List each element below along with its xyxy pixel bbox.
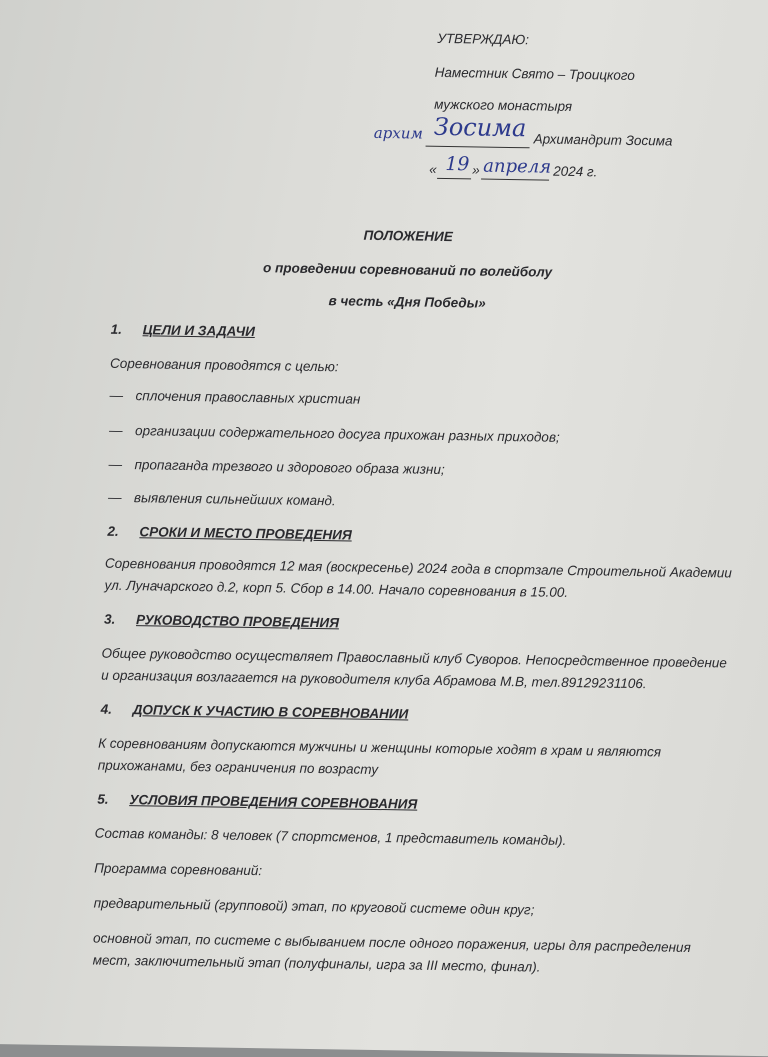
section-3-heading: РУКОВОДСТВО ПРОВЕДЕНИЯ <box>135 612 340 631</box>
date-day: 19 <box>445 152 470 176</box>
section-2-text-1: Соревнования проводятся 12 мая (воскресенье) 2024 года в спортзале Строительной Академии <box>104 555 732 581</box>
bullet-dash: — <box>108 422 123 438</box>
date-quote-close: » <box>472 162 480 178</box>
section-5-text-1: Состав команды: 8 человек (7 спортсменов, 1 представитель команды). <box>94 825 567 848</box>
handwritten-prefix: архим <box>373 123 424 143</box>
section-4-text-2: прихожанами, без ограничения по возрасту <box>97 757 379 778</box>
bullet-dash: — <box>109 387 124 403</box>
section-5-text-4: основной этап, по системе с выбыванием после одного поражения, игры для распределения <box>92 930 691 955</box>
date-month-line <box>481 179 549 181</box>
document-title: ПОЛОЖЕНИЕ <box>363 227 453 245</box>
section-5-number: 5. <box>97 791 109 807</box>
section-5-text-2: Программа соревнований: <box>94 860 263 879</box>
signature-line <box>426 146 530 149</box>
list-item: выявления сильнейших команд. <box>133 490 336 509</box>
list-item: пропаганда трезвого и здорового образа жизни; <box>134 457 445 478</box>
signer-name: Архимандрит Зосима <box>533 131 673 149</box>
section-5-text-3: предварительный (групповой) этап, по круговой системе один круг; <box>93 895 535 918</box>
section-5-text-5: мест, заключительный этап (полуфиналы, игра за III место, финал). <box>92 952 541 975</box>
date-quote-open: « <box>429 161 437 177</box>
section-3-text-2: и организация возлагается на руководителя клуба Абрамова М.В, тел.89129231106. <box>101 667 647 692</box>
date-year: 2024 г. <box>553 163 598 180</box>
section-1-heading: ЦЕЛИ И ЗАДАЧИ <box>142 322 255 340</box>
list-item: организации содержательного досуга прихожан разных приходов; <box>134 423 560 445</box>
section-4-text-1: К соревнованиям допускаются мужчины и женщины которые ходят в храм и являются <box>98 735 662 760</box>
handwritten-signature: Зосима <box>433 112 527 143</box>
section-1-number: 1. <box>110 321 123 337</box>
approval-line-2: мужского монастыря <box>434 96 573 114</box>
section-1-intro: Соревнования проводятся с целью: <box>109 355 339 375</box>
section-2-heading: СРОКИ И МЕСТО ПРОВЕДЕНИЯ <box>139 524 352 543</box>
section-4-number: 4. <box>100 701 113 717</box>
section-3-text-1: Общее руководство осуществляет Православный клуб Суворов. Непосредственное проведение <box>101 645 727 671</box>
date-month: апреля <box>483 155 552 178</box>
document-subtitle-1: о проведении соревнований по волейболу <box>262 260 553 280</box>
approval-line-1: Наместник Свято – Троицкого <box>434 64 636 83</box>
document-subtitle-2: в честь «Дня Победы» <box>328 293 486 311</box>
section-2-text-2: ул. Луначарского д.2, корп 5. Сбор в 14.00. Начало соревнования в 15.00. <box>104 577 569 600</box>
date-day-line <box>437 178 471 180</box>
bullet-dash: — <box>107 489 122 505</box>
approval-heading: УТВЕРЖДАЮ: <box>437 30 530 48</box>
section-2-number: 2. <box>107 523 119 539</box>
bullet-dash: — <box>108 456 123 472</box>
section-4-heading: ДОПУСК К УЧАСТИЮ В СОРЕВНОВАНИИ <box>132 702 409 722</box>
list-item: сплочения православных христиан <box>135 388 361 407</box>
section-3-number: 3. <box>103 611 116 627</box>
section-5-heading: УСЛОВИЯ ПРОВЕДЕНИЯ СОРЕВНОВАНИЯ <box>129 792 418 812</box>
